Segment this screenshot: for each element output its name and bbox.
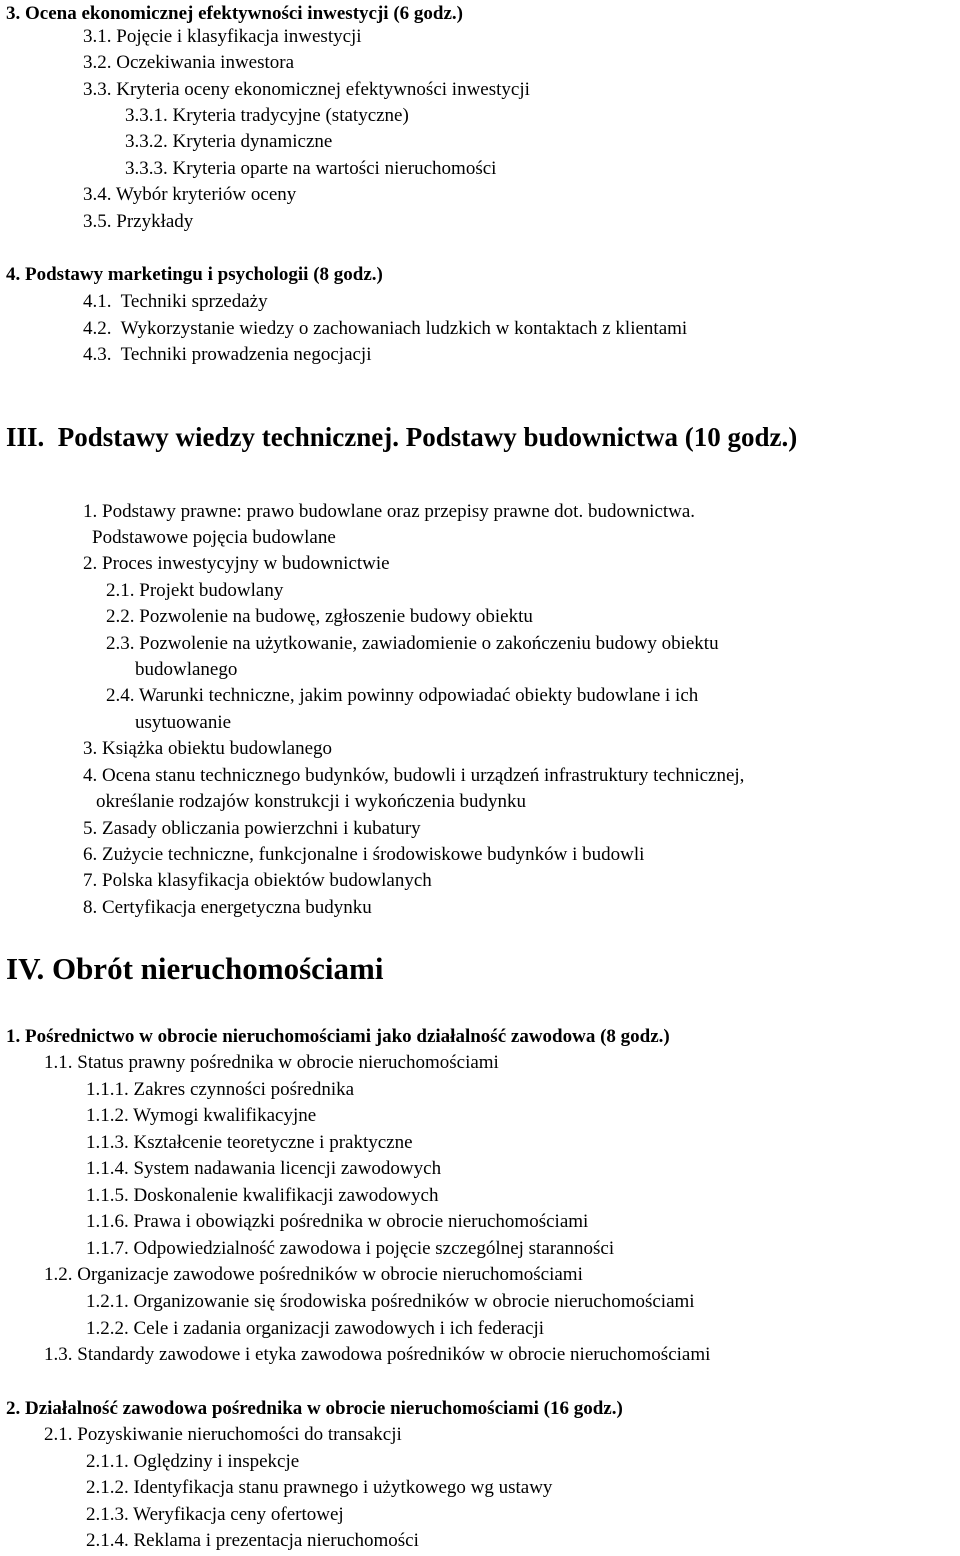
list-item: 2.1. Pozyskiwanie nieruchomości do transakcji <box>44 1424 402 1445</box>
list-item: 2. Proces inwestycyjny w budownictwie <box>83 553 390 574</box>
list-item: 2.1.2. Identyfikacja stanu prawnego i użytkowego wg ustawy <box>86 1477 553 1498</box>
list-item: 3.4. Wybór kryteriów oceny <box>83 184 297 205</box>
list-item: 7. Polska klasyfikacja obiektów budowlanych <box>83 870 432 891</box>
list-item: 1.1. Status prawny pośrednika w obrocie nieruchomościami <box>44 1052 499 1073</box>
list-item: 3.3.2. Kryteria dynamiczne <box>125 131 333 152</box>
list-item: 3.1. Pojęcie i klasyfikacja inwestycji <box>83 26 362 47</box>
list-item: 2.3. Pozwolenie na użytkowanie, zawiadomienie o zakończeniu budowy obiektu <box>106 633 719 654</box>
list-item: 3.3. Kryteria oceny ekonomicznej efektywności inwestycji <box>83 79 530 100</box>
section-4-heading: 4. Podstawy marketingu i psychologii (8 godz.) <box>6 264 383 285</box>
list-item: określanie rodzajów konstrukcji i wykończenia budynku <box>96 791 527 812</box>
part-iv-section-1-heading: 1. Pośrednictwo w obrocie nieruchomościami jako działalność zawodowa (8 godz.) <box>6 1026 670 1047</box>
list-item: 3.3.1. Kryteria tradycyjne (statyczne) <box>125 105 409 126</box>
list-item: 2.1. Projekt budowlany <box>106 580 284 601</box>
list-item: 1.1.2. Wymogi kwalifikacyjne <box>86 1105 317 1126</box>
part-iii-heading: III. Podstawy wiedzy technicznej. Podstawy budownictwa (10 godz.) <box>6 422 798 452</box>
list-item: 1.3. Standardy zawodowe i etyka zawodowa pośredników w obrocie nieruchomościami <box>44 1344 711 1365</box>
list-item: 1.2. Organizacje zawodowe pośredników w obrocie nieruchomościami <box>44 1264 583 1285</box>
list-item: 5. Zasady obliczania powierzchni i kubatury <box>83 818 421 839</box>
list-item: 2.1.3. Weryfikacja ceny ofertowej <box>86 1504 344 1525</box>
list-item: budowlanego <box>135 659 238 680</box>
list-item: 4.3. Techniki prowadzenia negocjacji <box>83 344 372 365</box>
list-item: 3.5. Przykłady <box>83 211 194 232</box>
list-item: Podstawowe pojęcia budowlane <box>92 527 336 548</box>
section-3-heading: 3. Ocena ekonomicznej efektywności inwestycji (6 godz.) <box>6 3 463 24</box>
list-item: 1.1.7. Odpowiedzialność zawodowa i pojęcie szczególnej staranności <box>86 1238 615 1259</box>
list-item: 1.2.1. Organizowanie się środowiska pośredników w obrocie nieruchomościami <box>86 1291 695 1312</box>
list-item: 1.1.3. Kształcenie teoretyczne i praktyczne <box>86 1132 413 1153</box>
list-item: 2.1.4. Reklama i prezentacja nieruchomości <box>86 1530 419 1551</box>
list-item: 1.1.4. System nadawania licencji zawodowych <box>86 1158 442 1179</box>
list-item: 1.1.6. Prawa i obowiązki pośrednika w obrocie nieruchomościami <box>86 1211 589 1232</box>
list-item: usytuowanie <box>135 712 232 733</box>
list-item: 1.2.2. Cele i zadania organizacji zawodowych i ich federacji <box>86 1318 545 1339</box>
list-item: 4.1. Techniki sprzedaży <box>83 291 268 312</box>
list-item: 1. Podstawy prawne: prawo budowlane oraz przepisy prawne dot. budownictwa. <box>83 501 696 522</box>
list-item: 1.1.1. Zakres czynności pośrednika <box>86 1079 355 1100</box>
list-item: 8. Certyfikacja energetyczna budynku <box>83 897 372 918</box>
list-item: 4. Ocena stanu technicznego budynków, budowli i urządzeń infrastruktury technicznej, <box>83 765 745 786</box>
list-item: 2.4. Warunki techniczne, jakim powinny odpowiadać obiekty budowlane i ich <box>106 685 699 706</box>
list-item: 3. Książka obiektu budowlanego <box>83 738 333 759</box>
list-item: 2.2. Pozwolenie na budowę, zgłoszenie budowy obiektu <box>106 606 533 627</box>
list-item: 4.2. Wykorzystanie wiedzy o zachowaniach ludzkich w kontaktach z klientami <box>83 318 688 339</box>
list-item: 3.3.3. Kryteria oparte na wartości nieruchomości <box>125 158 497 179</box>
list-item: 6. Zużycie techniczne, funkcjonalne i środowiskowe budynków i budowli <box>83 844 645 865</box>
list-item: 1.1.5. Doskonalenie kwalifikacji zawodowych <box>86 1185 439 1206</box>
part-iv-section-2-heading: 2. Działalność zawodowa pośrednika w obrocie nieruchomościami (16 godz.) <box>6 1398 623 1419</box>
list-item: 3.2. Oczekiwania inwestora <box>83 52 295 73</box>
part-iv-heading: IV. Obrót nieruchomościami <box>6 951 384 986</box>
list-item: 2.1.1. Oględziny i inspekcje <box>86 1451 300 1472</box>
